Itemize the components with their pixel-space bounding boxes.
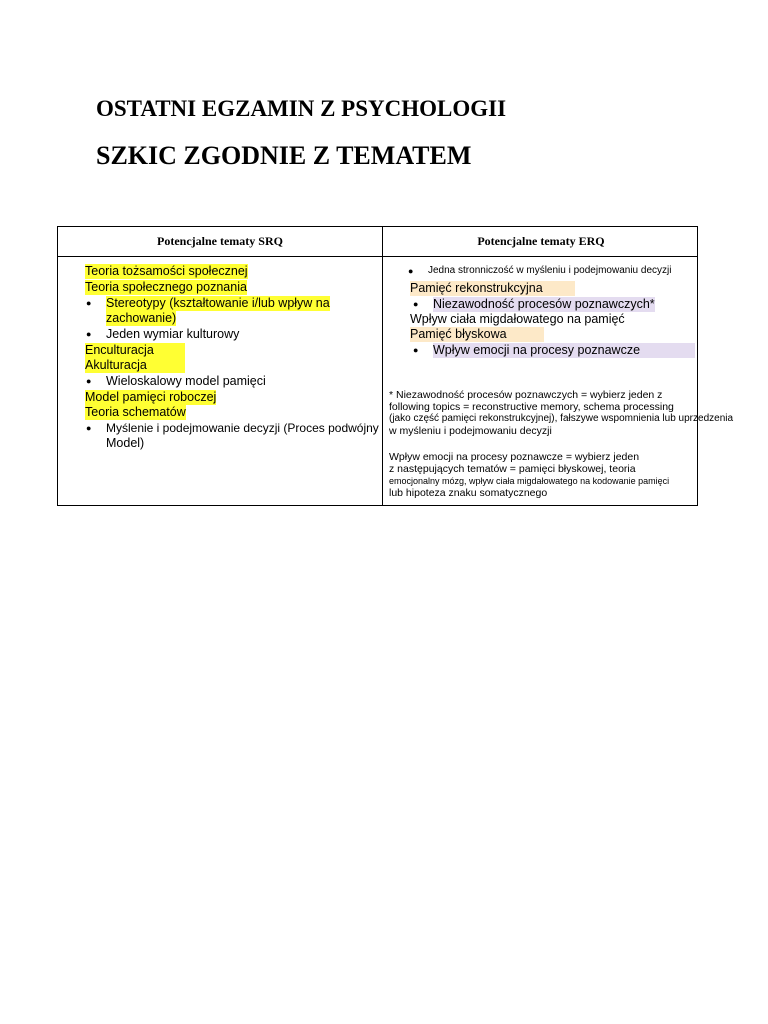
srq-item: Model pamięci roboczej [85,390,217,404]
srq-item: Teoria społecznego poznania [85,280,247,294]
srq-item: ● Stereotypy (kształtowanie i/lub wpływ na [106,296,330,311]
erq-item: ● Wpływ emocji na procesy poznawcze [433,343,695,358]
srq-item: Enculturacja [85,343,185,358]
header-divider [58,256,697,257]
srq-header: Potencjalne tematy SRQ [157,234,283,248]
srq-item: Model) [106,436,145,450]
erq-note-line: (jako część pamięci rekonstrukcyjnej), fałszywe wspomnienia lub uprzedzenia [389,413,734,424]
erq-item: ● Jedna stronniczość w myśleniu i podejmowaniu decyzji [428,265,671,277]
srq-item: ● Wieloskalowy model pamięci [106,374,266,389]
srq-item: zachowanie) [106,311,177,325]
erq-item: Pamięć błyskowa [410,327,544,342]
erq-note-line: Wpływ emocji na procesy poznawcze = wybierz jeden [389,451,640,463]
erq-note-line: lub hipoteza znaku somatycznego [389,487,548,499]
erq-item: Wpływ ciała migdałowatego na pamięć [410,312,625,326]
srq-item: ● Jeden wymiar kulturowy [106,327,239,342]
srq-item: ● Myślenie i podejmowanie decyzji (Proces podwójny [106,421,379,436]
erq-item: ● Niezawodność procesów poznawczych* [433,297,655,312]
erq-note-line: emocjonalny mózg, wpływ ciała migdałowatego na kodowanie pamięci [389,476,670,486]
document-subtitle: SZKIC ZGODNIE Z TEMATEM [96,141,472,170]
erq-note-line: w myśleniu i podejmowaniu decyzji [389,425,552,437]
column-divider [382,227,383,505]
topics-table [57,226,734,506]
erq-note-line: following topics = reconstructive memory, schema processing [389,401,674,413]
srq-item: Teoria tożsamości społecznej [85,264,248,278]
erq-header: Potencjalne tematy ERQ [477,234,605,248]
srq-item: Teoria schematów [85,405,186,419]
erq-note-line: * Niezawodność procesów poznawczych = wybierz jeden z [389,389,663,401]
erq-item: Pamięć rekonstrukcyjna [410,281,575,296]
erq-note-line: z następujących tematów = pamięci błyskowej, teoria [389,463,636,475]
srq-item: Akulturacja [85,358,185,373]
document-title: OSTATNI EGZAMIN Z PSYCHOLOGII [96,96,507,121]
